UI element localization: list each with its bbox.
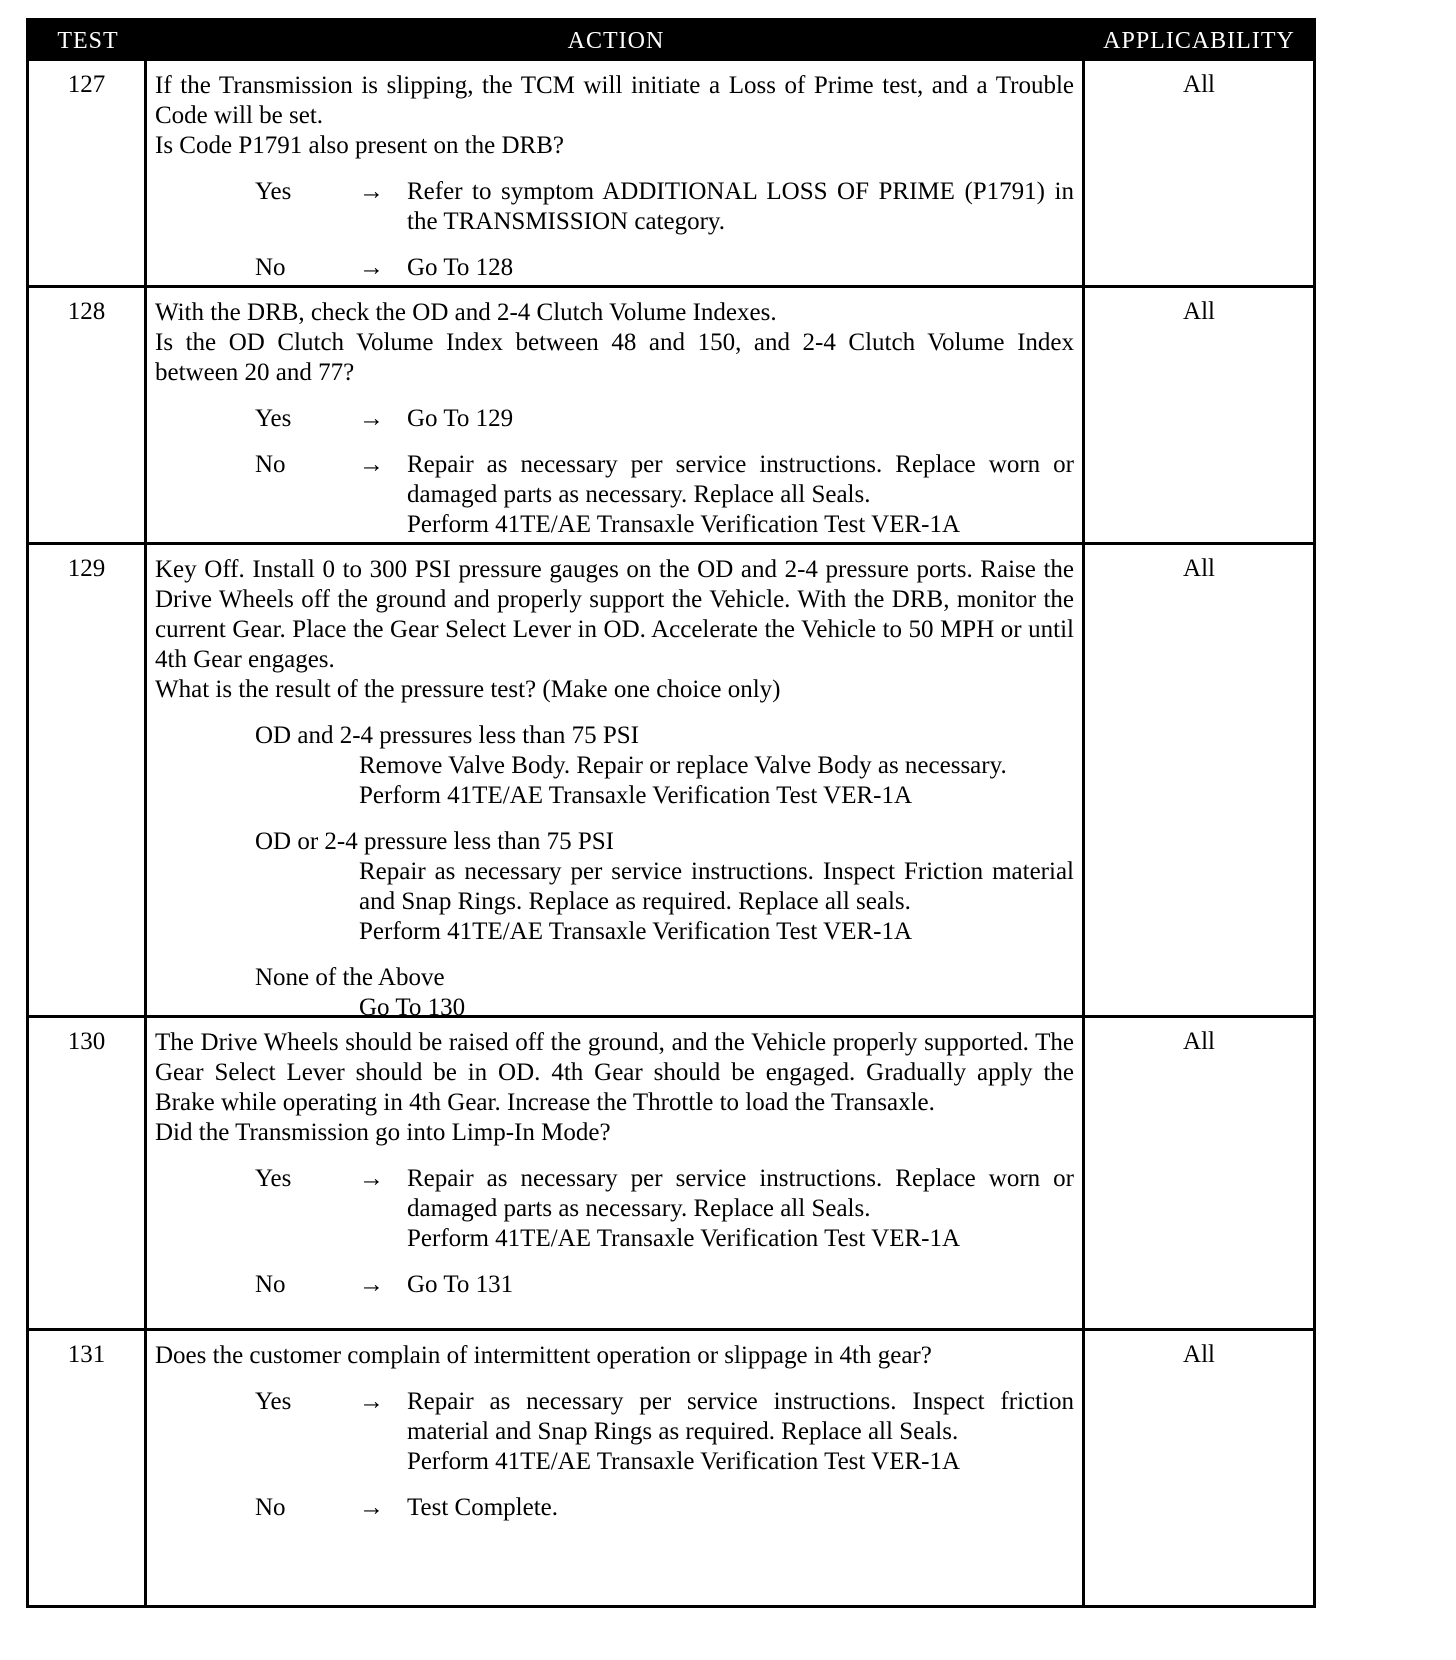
question-line: Is the OD Clutch Volume Index between 48 and 150, and 2-4 Clutch Volume Index between 20 and 77?: [155, 329, 1074, 386]
result-line: Go To 131: [407, 1271, 514, 1298]
table-row: [29, 545, 1313, 1021]
action-cell: [147, 545, 1085, 1021]
choice-label: None of the Above: [255, 964, 445, 991]
result-line: Repair as necessary per service instructions. Replace worn or damaged parts as necessary. Replace all Seals.: [407, 1165, 1074, 1222]
answer-result: [407, 450, 1074, 540]
arrow-icon: →: [359, 254, 384, 281]
test-number: 129: [29, 545, 147, 1015]
result-line: Perform 41TE/AE Transaxle Verification Test VER-1A: [359, 782, 913, 809]
test-number: 131: [29, 1331, 147, 1605]
answer-option: [155, 404, 1074, 434]
arrow-icon: →: [359, 451, 384, 478]
question-line: If the Transmission is slipping, the TCM will initiate a Loss of Prime test, and a Trouble Code will be set.: [155, 72, 1074, 129]
question-text: [155, 1028, 1074, 1148]
applicability-value: All: [1183, 298, 1215, 325]
action-cell: [147, 288, 1085, 542]
answer-label: No: [255, 451, 286, 478]
header-applicability: APPLICABILITY: [1103, 27, 1295, 54]
applicability-value: All: [1183, 1028, 1215, 1055]
answer-label: No: [255, 254, 286, 281]
result-line: Go To 128: [407, 254, 514, 281]
question-line: Did the Transmission go into Limp-In Mode?: [155, 1119, 611, 1146]
answer-option: [155, 450, 1074, 540]
action-cell: [147, 1331, 1085, 1605]
choice-option: [155, 827, 1074, 947]
answer-result: [407, 1387, 1074, 1477]
answer-result: [407, 404, 1074, 434]
action-cell: [147, 61, 1085, 285]
diagnostic-table: [26, 18, 1316, 1608]
question-text: [155, 555, 1074, 705]
answer-label: No: [255, 1494, 286, 1521]
answer-label: Yes: [255, 178, 292, 205]
answer-result: [407, 177, 1074, 237]
result-line: Repair as necessary per service instructions. Replace worn or damaged parts as necessary. Replace all Seals.: [407, 451, 1074, 508]
question-line: Key Off. Install 0 to 300 PSI pressure gauges on the OD and 2-4 pressure ports. Raise the Drive Wheels off the ground and properly support the Vehicle. With the DRB, monitor the current Gear. Place the Gear Select Lever in OD. Accelerate the Vehicle to 50 MPH or until 4th Gear engages.: [155, 556, 1074, 673]
header-test: TEST: [57, 27, 119, 54]
answer-option: [155, 1270, 1074, 1300]
question-line: Is Code P1791 also present on the DRB?: [155, 132, 564, 159]
question-line: The Drive Wheels should be raised off the ground, and the Vehicle properly supported. The Gear Select Lever should be in OD. 4th Gear should be engaged. Gradually apply the Brake while operating in 4th Gear. Increase the Throttle to load the Transaxle.: [155, 1029, 1074, 1116]
result-line: Test Complete.: [407, 1494, 559, 1521]
choice-label: OD and 2-4 pressures less than 75 PSI: [255, 722, 639, 749]
answer-label: No: [255, 1271, 286, 1298]
test-number: 130: [29, 1018, 147, 1328]
action-cell: [147, 1018, 1085, 1328]
question-text: [155, 298, 1074, 388]
table-row: [29, 288, 1313, 545]
answer-label: Yes: [255, 1165, 292, 1192]
test-number: 127: [29, 61, 147, 285]
answer-label: Yes: [255, 405, 292, 432]
answer-label: Yes: [255, 1388, 292, 1415]
choice-option: [155, 721, 1074, 811]
arrow-icon: →: [359, 178, 384, 205]
result-line: Repair as necessary per service instructions. Inspect friction material and Snap Rings as required. Replace all Seals.: [407, 1388, 1074, 1445]
result-line: Perform 41TE/AE Transaxle Verification Test VER-1A: [359, 918, 913, 945]
applicability-value: All: [1183, 71, 1215, 98]
result-line: Perform 41TE/AE Transaxle Verification Test VER-1A: [407, 1448, 961, 1475]
answer-result: [407, 1493, 1074, 1523]
result-line: Remove Valve Body. Repair or replace Valve Body as necessary.: [359, 752, 1007, 779]
choice-result: [255, 751, 1074, 811]
table-row: [29, 1018, 1313, 1331]
answer-option: [155, 1164, 1074, 1254]
result-line: Go To 129: [407, 405, 514, 432]
answer-option: [155, 253, 1074, 283]
choice-result: [255, 857, 1074, 947]
result-line: Repair as necessary per service instructions. Inspect Friction material and Snap Rings. Replace as required. Replace all seals.: [359, 858, 1074, 915]
applicability-value: All: [1183, 1341, 1215, 1368]
result-line: Refer to symptom ADDITIONAL LOSS OF PRIME (P1791) in the TRANSMISSION category.: [407, 178, 1074, 235]
header-action: ACTION: [567, 27, 665, 54]
choice-label: OD or 2-4 pressure less than 75 PSI: [255, 828, 614, 855]
question-text: [155, 1341, 1074, 1371]
question-line: What is the result of the pressure test? (Make one choice only): [155, 676, 781, 703]
question-line: Does the customer complain of intermittent operation or slippage in 4th gear?: [155, 1342, 932, 1369]
table-row: [29, 61, 1313, 288]
answer-result: [407, 1270, 1074, 1300]
table-row: [29, 1331, 1313, 1605]
table-body: [29, 61, 1313, 1605]
answer-result: [407, 253, 1074, 283]
result-line: Go To 130: [359, 994, 466, 1021]
question-text: [155, 71, 1074, 161]
test-number: 128: [29, 288, 147, 542]
arrow-icon: →: [359, 1388, 384, 1415]
answer-option: [155, 1387, 1074, 1477]
answer-result: [407, 1164, 1074, 1254]
choice-option: [155, 963, 1074, 1023]
answer-option: [155, 1493, 1074, 1523]
arrow-icon: →: [359, 405, 384, 432]
table-header: [29, 21, 1313, 61]
question-line: With the DRB, check the OD and 2-4 Clutch Volume Indexes.: [155, 299, 777, 326]
answer-option: [155, 177, 1074, 237]
arrow-icon: →: [359, 1271, 384, 1298]
result-line: Perform 41TE/AE Transaxle Verification Test VER-1A: [407, 1225, 961, 1252]
result-line: Perform 41TE/AE Transaxle Verification Test VER-1A: [407, 511, 961, 538]
applicability-value: All: [1183, 555, 1215, 582]
arrow-icon: →: [359, 1494, 384, 1521]
arrow-icon: →: [359, 1165, 384, 1192]
